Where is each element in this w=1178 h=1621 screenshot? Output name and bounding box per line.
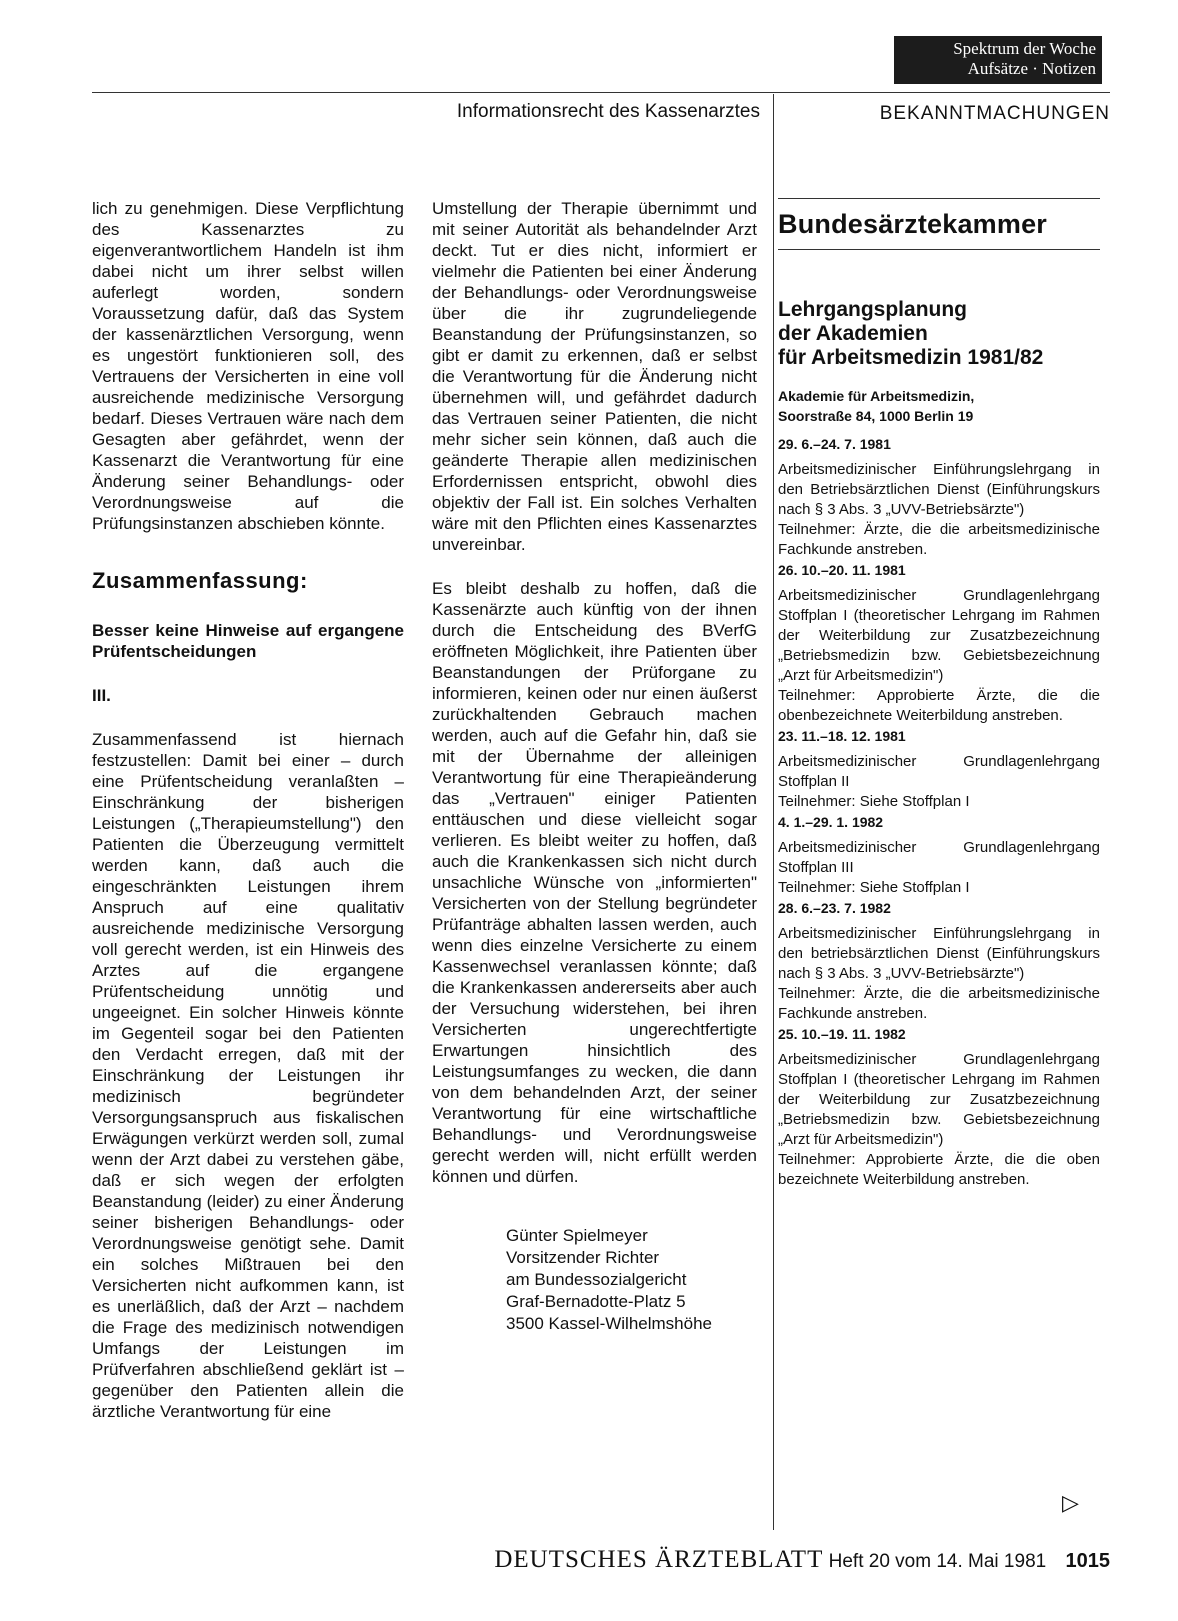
title-line: Lehrgangsplanung	[778, 298, 967, 321]
paragraph: lich zu genehmigen. Diese Verpflichtung des Kassenarztes zu eigenverantwortlichem Handeln ist ihm dabei nicht um ihrer selbst willen auferlegt worden, sondern Voraussetzung dafür, daß das System der kassenärztlichen Versorgung, wenn es ungestört funktionieren soll, des Vertrauens der Versicherten in eine voll ausreichende medizinische Versorgung bedarf. Dieses Vertrauen wäre nach dem Gesagten aber gefährdet, wenn der Kassenarzt die Verantwortung für eine Änderung seiner Behandlungs- oder Verordnungsweise auf die Prüfungsinstanzen abschieben könnte.	[92, 199, 404, 533]
top-rule	[92, 92, 1110, 93]
issue-info: Heft 20 vom 14. Mai 1981	[828, 1551, 1047, 1572]
signature-line: 3500 Kassel-Wilhelmshöhe	[506, 1314, 712, 1333]
article-section-title: Informationsrecht des Kassenarztes	[456, 101, 760, 122]
academy-address	[778, 386, 1100, 426]
course-date: 4. 1.–29. 1. 1982	[778, 814, 884, 830]
announcement-column	[778, 198, 1100, 1190]
title-line: für Arbeitsmedizin 1981/82	[778, 346, 1044, 369]
course-description: Arbeitsmedizinischer Einführungslehrgang in den Betriebsärztlichen Dienst (Einführungskurs nach § 3 Abs. 3 „UVV-Betriebsärzte")	[778, 461, 1100, 518]
course-participants: Teilnehmer: Ärzte, die die arbeitsmedizinische Fachkunde anstreben.	[778, 985, 1100, 1022]
author-signature	[432, 1225, 757, 1335]
page-number: 1015	[1065, 1550, 1110, 1572]
course-entry	[778, 434, 1100, 560]
course-entry	[778, 898, 1100, 1024]
course-entry	[778, 726, 1100, 812]
organization-title: Bundesärztekammer	[778, 209, 1048, 239]
course-description: Arbeitsmedizinischer Grundlagenlehrgang Stoffplan II	[778, 753, 1100, 790]
course-description: Arbeitsmedizinischer Grundlagenlehrgang Stoffplan III	[778, 839, 1100, 876]
address-line: Akademie für Arbeitsmedizin,	[778, 388, 975, 404]
course-date: 23. 11.–18. 12. 1981	[778, 728, 906, 744]
roman-section-number: III.	[92, 686, 111, 705]
signature-line: am Bundessozialgericht	[506, 1270, 687, 1289]
paragraph: Zusammenfassend ist hiernach festzustellen: Damit bei einer – durch eine Prüfentscheidung veranlaßten – Einschränkung der bisherigen Leistungen („Therapieumstellung") den Patienten die Überzeugung vermittelt werden kann, daß auch die eingeschränkten Leistungen ihrem Anspruch auf eine qualitativ ausreichende medizinische Versorgung voll gerecht werden, ist ein Hinweis des Arztes auf die ergangene Prüfentscheidung unnötig und ungeeignet. Ein solcher Hinweis könnte im Gegenteil sogar bei den Patienten den Verdacht erregen, daß mit der Einschränkung der Leistungen ihr medizinisch begründeter Versorgungsanspruch aus fiskalischen Erwägungen verkürzt werden soll, zumal wenn der Arzt dabei zu verstehen gäbe, daß er sich wegen der erfolgten Beanstandung (leider) zu einer Änderung seiner bisherigen Behandlungs- oder Verordnungsweise genötigt sehe. Damit ein solches Mißtrauen bei den Versicherten nicht aufkommen kann, ist es unerläßlich, daß der Arzt – nachdem die Frage des medizinisch notwendigen Umfangs der Leistungen im Prüfverfahren abschließend geklärt ist – gegenüber den Patienten allein die ärztliche Verantwortung für eine	[92, 730, 404, 1421]
section-badge	[894, 36, 1102, 84]
course-date: 29. 6.–24. 7. 1981	[778, 436, 891, 452]
article-column-1	[92, 198, 404, 1422]
course-participants: Teilnehmer: Approbierte Ärzte, die die oben bezeichnete Weiterbildung anstreben.	[778, 1151, 1100, 1188]
announcements-section-title: BEKANNTMACHUNGEN	[879, 103, 1110, 124]
course-participants: Teilnehmer: Siehe Stoffplan I	[778, 879, 970, 896]
article-column-2	[432, 198, 757, 1335]
badge-line-1: Spektrum der Woche	[953, 39, 1096, 58]
course-description: Arbeitsmedizinischer Einführungslehrgang in den betriebsärztlichen Dienst (Einführungskurs nach § 3 Abs. 3 „UVV-Betriebsärzte")	[778, 925, 1100, 982]
course-participants: Teilnehmer: Approbierte Ärzte, die die obenbezeichnete Weiterbildung anstreben.	[778, 687, 1100, 724]
course-entry	[778, 1024, 1100, 1190]
signature-line: Günter Spielmeyer	[506, 1226, 648, 1245]
column-divider	[773, 94, 774, 1530]
badge-line-2: Aufsätze · Notizen	[967, 59, 1096, 78]
triangle-right-icon: ▷	[1062, 1490, 1079, 1515]
course-date: 26. 10.–20. 11. 1981	[778, 562, 906, 578]
rule	[778, 198, 1100, 199]
paragraph: Umstellung der Therapie übernimmt und mit seiner Autorität als behandelnder Arzt deckt. Tut er dies nicht, informiert er vielmehr die Patienten bei einer Änderung der Behandlungs- oder Verordnungsweise über die ihr zugrundeliegende Beanstandung der Prüfungsinstanzen, so gibt er damit zu erkennen, daß er selbst die Verantwortung für die Änderung nicht übernehmen will, und gefährdet dadurch das Vertrauen seiner Patienten, die nicht mehr sicher sein können, daß auch die geänderte Therapie allen medizinischen Erfordernissen entspricht, obwohl dies objektiv der Fall ist. Ein solches Verhalten wäre mit den Pflichten eines Kassenarztes unvereinbar.	[432, 199, 757, 554]
address-line: Soorstraße 84, 1000 Berlin 19	[778, 408, 974, 424]
course-entry	[778, 560, 1100, 726]
course-date: 25. 10.–19. 11. 1982	[778, 1026, 906, 1042]
signature-line: Vorsitzender Richter	[506, 1248, 660, 1267]
course-participants: Teilnehmer: Ärzte, die die arbeitsmedizinische Fachkunde anstreben.	[778, 521, 1100, 558]
course-entry	[778, 812, 1100, 898]
summary-subheading: Besser keine Hinweise auf ergangene Prüfentscheidungen	[92, 621, 404, 661]
signature-line: Graf-Bernadotte-Platz 5	[506, 1292, 686, 1311]
paragraph: Es bleibt deshalb zu hoffen, daß die Kassenärzte auch künftig von der ihnen durch die Entscheidung des BVerfG eröffneten Möglichkeit, ihre Patienten über Beanstandungen der Prüforgane zu informieren, keinen oder nur einen äußerst zurückhaltenden Gebrauch machen werden, auch auf die Gefahr hin, daß sie mit der Übernahme der alleinigen Verantwortung für eine Therapieänderung das „Vertrauen" einiger Patienten enttäuschen und diese vielleicht sogar verlieren. Es bleibt weiter zu hoffen, daß auch die Krankenkassen sich nicht durch unsachliche Wünsche von „informierten" Versicherten von der Stellung begründeter Prüfanträge abhalten lassen werden, auch wenn dies einzelne Versicherte zu einem Kassenwechsel veranlassen könnte; daß die Krankenkassen andererseits aber auch der Versuchung widerstehen, bei ihren Versicherten ungerechtfertigte Erwartungen hinsichtlich des Leistungsumfanges zu wecken, die dann von dem behandelnden Arzt, der seiner Verantwortung für eine wirtschaftliche Behandlungs- und Verordnungsweise gerecht werden will, nicht erfüllt werden können und dürfen.	[432, 579, 757, 1186]
course-description: Arbeitsmedizinischer Grundlagenlehrgang Stoffplan I (theoretischer Lehrgang im Rahmen der Weiterbildung zur Zusatzbezeichnung „Betriebsmedizin bzw. Gebietsbezeichnung „Arzt für Arbeitsmedizin")	[778, 587, 1100, 684]
course-date: 28. 6.–23. 7. 1982	[778, 900, 891, 916]
page-footer	[460, 1546, 1110, 1576]
title-line: der Akademien	[778, 322, 928, 345]
course-participants: Teilnehmer: Siehe Stoffplan I	[778, 793, 970, 810]
announcement-title	[778, 298, 1100, 370]
summary-heading: Zusammenfassung:	[92, 568, 308, 593]
rule	[778, 249, 1100, 250]
journal-name: DEUTSCHES ÄRZTEBLATT	[494, 1546, 824, 1573]
course-description: Arbeitsmedizinischer Grundlagenlehrgang Stoffplan I (theoretischer Lehrgang im Rahmen der Weiterbildung zur Zusatzbezeichnung „Betriebsmedizin bzw. Gebietsbezeichnung „Arzt für Arbeitsmedizin")	[778, 1051, 1100, 1148]
